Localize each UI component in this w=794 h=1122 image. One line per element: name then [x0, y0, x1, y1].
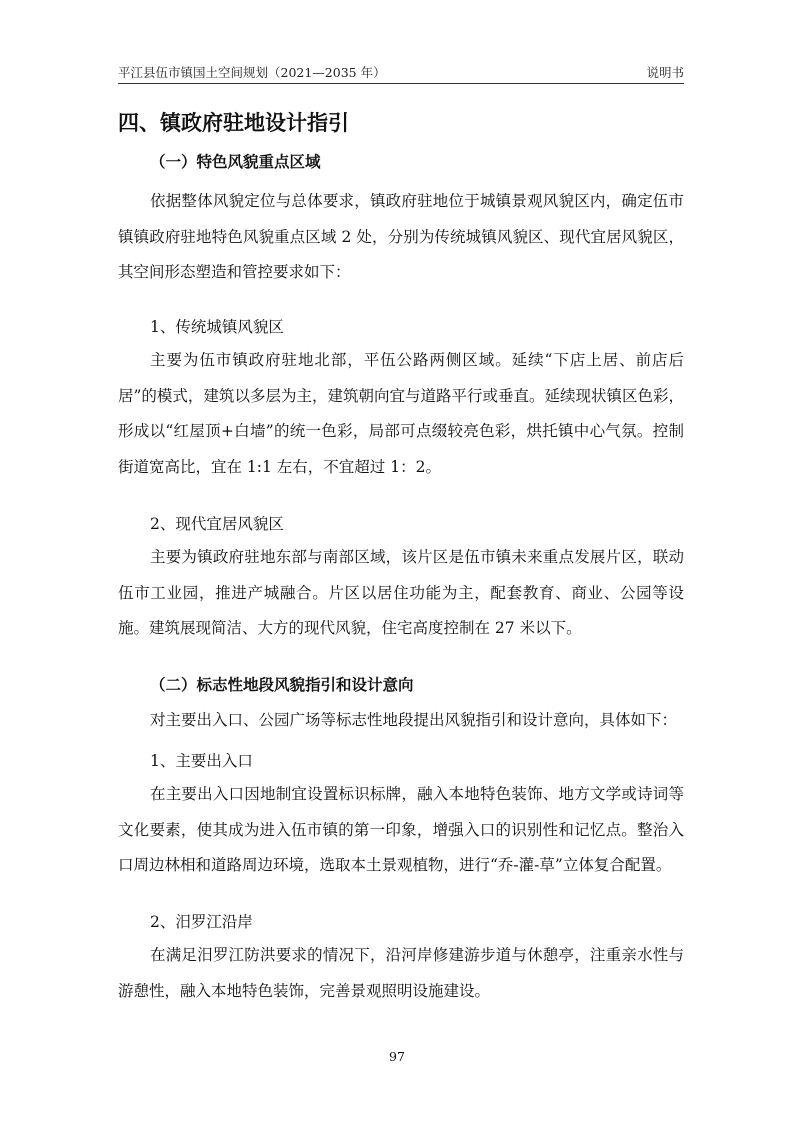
item-heading-traditional-zone: 1、传统城镇风貌区 — [150, 318, 284, 336]
traditional-zone-paragraph: 主要为伍市镇政府驻地北部，平伍公路两侧区域。延续“下店上居、前店后居”的模式，建筑以多层为主，建筑朝向宜与道路平行或垂直。延续现状镇区色彩，形成以“红屋顶+白墙”的统一色彩，局部可点缀较亮色彩，烘托镇中心气氛。控制街道宽高比，宜在 1:1 左右，不宜超过 1：2。 — [118, 351, 684, 476]
miluo-river-paragraph: 在满足汨罗江防洪要求的情况下，沿河岸修建游步道与休憩亭，注重亲水性与游憩性，融入本地特色装饰，完善景观照明设施建设。 — [118, 946, 684, 1000]
modern-zone-paragraph: 主要为镇政府驻地东部与南部区域，该片区是伍市镇未来重点发展片区，联动伍市工业园，推进产城融合。片区以居住功能为主，配套教育、商业、公园等设施。建筑展现简洁、大方的现代风貌，住宅高度控制在 27 米以下。 — [118, 548, 684, 637]
header-document-type: 说明书 — [646, 65, 684, 80]
subsection-1-intro-paragraph: 依据整体风貌定位与总体要求，镇政府驻地位于城镇景观风貌区内，确定伍市镇镇政府驻地特色风貌重点区域 2 处，分别为传统城镇风貌区、现代宜居风貌区，其空间形态塑造和管控要求如下： — [118, 192, 684, 281]
subsection-heading-1: （一）特色风貌重点区域 — [150, 153, 321, 171]
subsection-2-intro-paragraph: 对主要出入口、公园广场等标志性地段提出风貌指引和设计意向，具体如下： — [150, 711, 678, 729]
section-heading: 四、镇政府驻地设计指引 — [118, 111, 349, 135]
item-heading-miluo-river: 2、汨罗江沿岸 — [150, 913, 253, 931]
header-divider — [118, 83, 684, 84]
page-number: 97 — [389, 1049, 405, 1064]
item-heading-modern-zone: 2、现代宜居风貌区 — [150, 515, 284, 533]
subsection-heading-2: （二）标志性地段风貌指引和设计意向 — [150, 676, 414, 694]
main-entrance-paragraph: 在主要出入口因地制宜设置标识标牌，融入本地特色装饰、地方文学或诗词等文化要素，使其成为进入伍市镇的第一印象，增强入口的识别性和记忆点。整治入口周边林相和道路周边环境，选取本土景观植物，进行“乔-灌-草”立体复合配置。 — [118, 785, 684, 874]
item-heading-main-entrance: 1、主要出入口 — [150, 752, 253, 770]
header-document-title: 平江县伍市镇国土空间规划（2021—2035 年） — [118, 65, 386, 80]
